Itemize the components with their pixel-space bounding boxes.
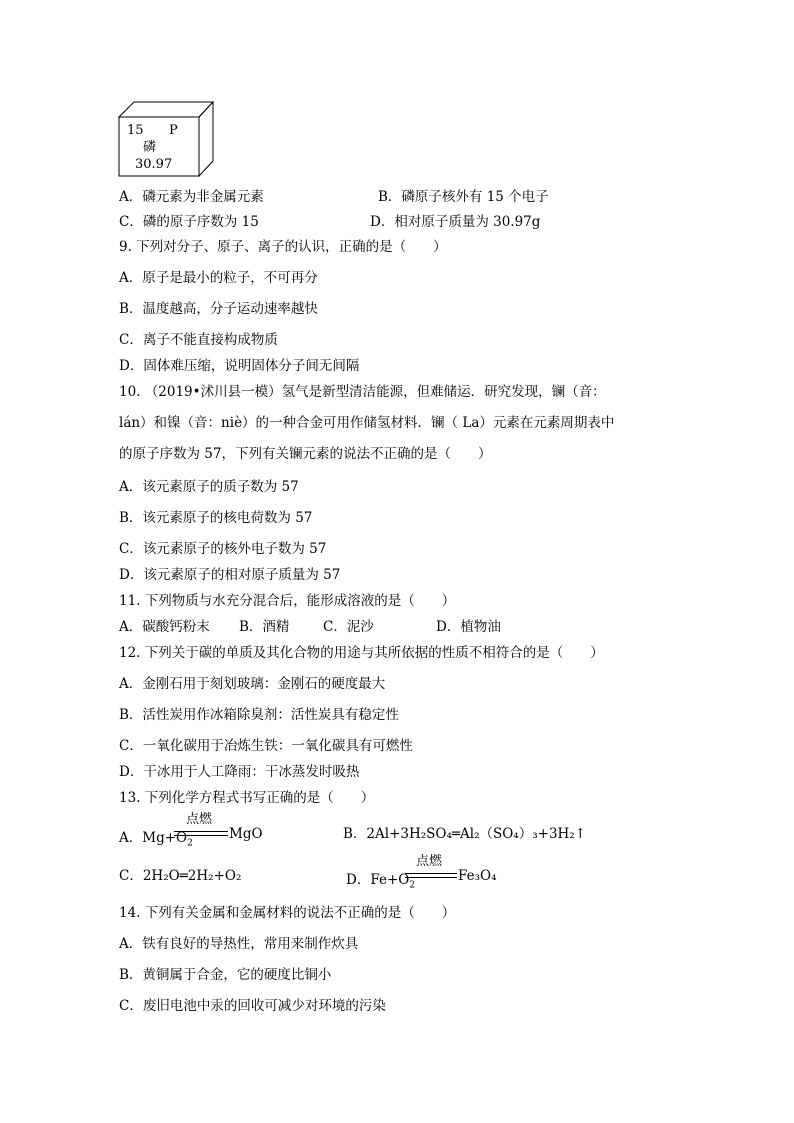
q13-a-reactants: A．Mg+O [119,830,188,846]
q13-a-equals-sign [174,831,228,836]
q14-option-b: B．黄铜属于合金，它的硬度比铜小 [119,967,332,983]
element-name: 磷 [143,140,157,155]
q13-a-product: MgO [229,826,263,842]
q10-option-a: A．该元素原子的质子数为 57 [119,479,299,495]
q12-option-c: C．一氧化碳用于冶炼生铁：一氧化碳具有可燃性 [119,738,413,754]
q13-d-product: Fe₃O₄ [458,868,497,884]
q10-option-b: B．该元素原子的核电荷数为 57 [119,510,313,526]
q8-option-d: D．相对原子质量为 30.97g [370,214,541,230]
q10-stem-line2: lán）和镍（音：niè）的一种合金可用作储氢材料．镧（ La）元素在元素周期表中 [119,415,615,431]
q13-option-b: B．2Al+3H₂SO₄═Al₂（SO₄）₃+3H₂↑ [343,826,587,842]
q13-d-equals-sign [405,873,457,878]
q9-option-d: D．固体难压缩，说明固体分子间无间隔 [119,358,360,374]
q9-option-c: C．离子不能直接构成物质 [119,332,278,348]
q13-option-a [119,826,193,849]
q10-stem-line1: 10. （2019•沭川县一模）氢气是新型清洁能源，但难储运．研究发现，镧（音： [119,384,606,400]
element-card [118,101,214,177]
q13-option-c: C．2H₂O═2H₂+O₂ [119,868,242,884]
q8-option-c: C．磷的原子序数为 15 [119,214,259,230]
q11-option-b: B．酒精 [239,619,290,635]
q13-option-d [346,868,415,891]
q10-option-c: C．该元素原子的核外电子数为 57 [119,541,327,557]
q12-option-a: A．金刚石用于刻划玻璃：金刚石的硬度最大 [119,676,386,692]
q13-stem: 13. 下列化学方程式书写正确的是（ ） [119,790,375,806]
q13-a-condition: 点燃 [186,812,213,827]
q12-option-b: B．活性炭用作冰箱除臭剂：活性炭具有稳定性 [119,707,399,723]
q13-d-subscript: 2 [409,880,416,891]
q13-a-subscript: 2 [187,838,193,849]
q11-stem: 11. 下列物质与水充分混合后，能形成溶液的是（ ） [119,593,456,609]
q11-option-a: A．碳酸钙粉末 [119,619,210,635]
q13-d-reactants: D．Fe+O [346,872,410,888]
q14-option-a: A．铁有良好的导热性，常用来制作炊具 [119,936,359,952]
q8-option-b: B．磷原子核外有 15 个电子 [378,189,549,205]
atomic-mass: 30.97 [135,157,173,172]
q8-option-a: A．磷元素为非金属元素 [119,189,264,205]
q14-stem: 14. 下列有关金属和金属材料的说法不正确的是（ ） [119,905,456,921]
q13-d-product-wrap [458,868,497,884]
q10-stem-line3: 的原子序数为 57，下列有关镧元素的说法不正确的是（ ） [119,446,492,462]
q11-option-d: D．植物油 [436,619,501,635]
q11-option-c: C．泥沙 [323,619,374,635]
q12-stem: 12. 下列关于碳的单质及其化合物的用途与其所依据的性质不相符合的是（ ） [119,645,604,661]
q14-option-c: C．废旧电池中汞的回收可减少对环境的污染 [119,998,386,1014]
element-symbol: P [169,123,178,138]
q13-d-condition: 点燃 [416,854,443,869]
atomic-number: 15 [127,123,144,138]
q9-stem: 9. 下列对分子、原子、离子的认识，正确的是（ ） [119,239,447,255]
q12-option-d: D．干冰用于人工降雨：干冰蒸发时吸热 [119,764,360,780]
q9-option-b: B．温度越高，分子运动速率越快 [119,301,318,317]
q10-option-d: D．该元素原子的相对原子质量为 57 [119,567,341,583]
q13-a-product-wrap [229,826,263,842]
q9-option-a: A．原子是最小的粒子，不可再分 [119,270,318,286]
